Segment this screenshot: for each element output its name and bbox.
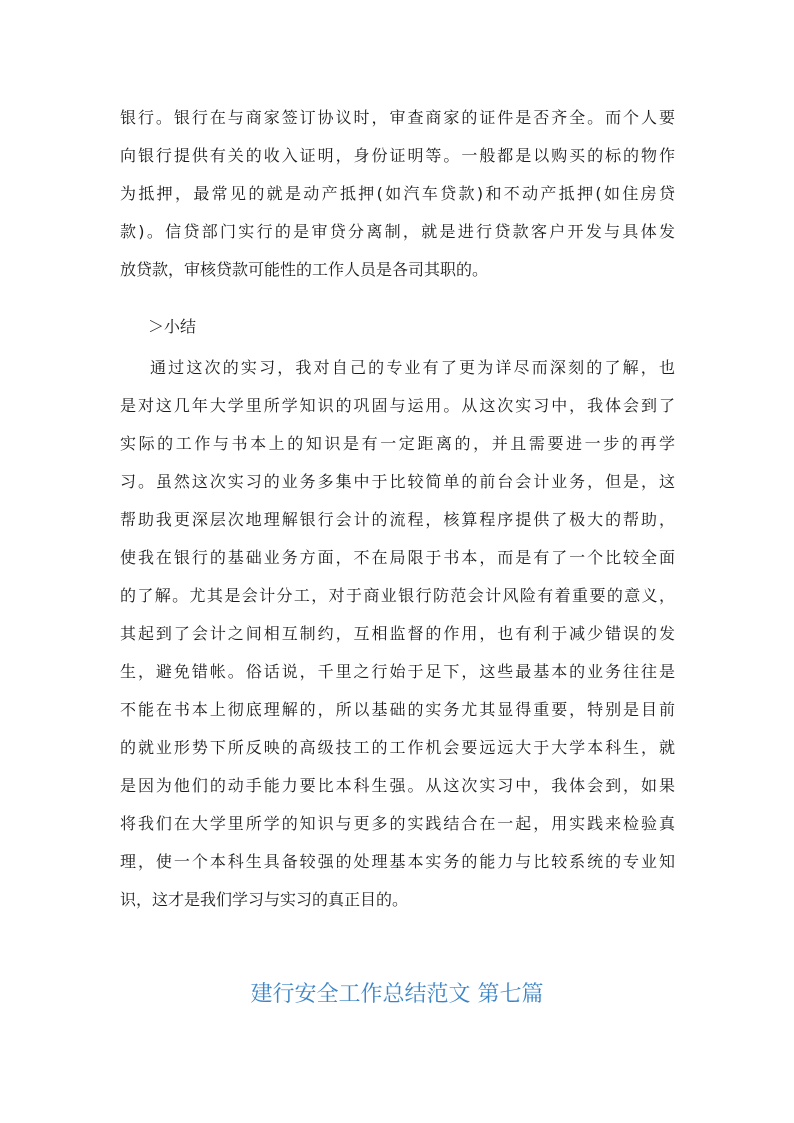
paragraph-line: 是因为他们的动手能力要比本科生强。从这次实习中，我体会到，如果 xyxy=(120,776,675,795)
paragraph-line: 向银行提供有关的收入证明，身份证明等。一般都是以购买的标的物作 xyxy=(120,146,675,165)
paragraph-line: 帮助我更深层次地理解银行会计的流程，核算程序提供了极大的帮助， xyxy=(120,510,675,529)
paragraph-line: 其起到了会计之间相互制约，互相监督的作用，也有利于减少错误的发 xyxy=(120,624,675,643)
subheading-summary: ＞小结 xyxy=(148,317,197,336)
paragraph-line: 的了解。尤其是会计分工，对于商业银行防范会计风险有着重要的意义， xyxy=(120,586,675,605)
section-title: 建行安全工作总结范文 第七篇 xyxy=(250,982,544,1007)
paragraph-line: 使我在银行的基础业务方面，不在局限于书本，而是有了一个比较全面 xyxy=(120,548,675,567)
paragraph-bank-lending xyxy=(120,99,675,289)
paragraph-line: 放贷款，审核贷款可能性的工作人员是各司其职的。 xyxy=(120,260,489,279)
paragraph-line: 通过这次的实习，我对自己的专业有了更为详尽而深刻的了解，也 xyxy=(150,358,675,377)
paragraph-line: 理，使一个本科生具备较强的处理基本实务的能力与比较系统的专业知 xyxy=(120,852,675,871)
paragraph-line: 为抵押，最常见的就是动产抵押(如汽车贷款)和不动产抵押(如住房贷 xyxy=(120,184,675,203)
paragraph-line: 将我们在大学里所学的知识与更多的实践结合在一起，用实践来检验真 xyxy=(120,814,675,833)
paragraph-line: 款)。信贷部门实行的是审贷分离制，就是进行贷款客户开发与具体发 xyxy=(120,222,675,241)
paragraph-line: 生，避免错帐。俗话说，千里之行始于足下，这些最基本的业务往往是 xyxy=(120,662,675,681)
paragraph-line: 识，这才是我们学习与实习的真正目的。 xyxy=(120,890,409,909)
paragraph-line: 实际的工作与书本上的知识是有一定距离的，并且需要进一步的再学 xyxy=(120,434,675,453)
paragraph-line: 银行。银行在与商家签订协议时，审查商家的证件是否齐全。而个人要 xyxy=(120,108,675,127)
paragraph-summary xyxy=(120,349,675,919)
paragraph-line: 不能在书本上彻底理解的，所以基础的实务尤其显得重要，特别是目前 xyxy=(120,700,675,719)
paragraph-line: 的就业形势下所反映的高级技工的工作机会要远远大于大学本科生，就 xyxy=(120,738,675,757)
paragraph-line: 是对这几年大学里所学知识的巩固与运用。从这次实习中，我体会到了 xyxy=(120,396,675,415)
paragraph-line: 习。虽然这次实习的业务多集中于比较简单的前台会计业务，但是，这 xyxy=(120,472,675,491)
